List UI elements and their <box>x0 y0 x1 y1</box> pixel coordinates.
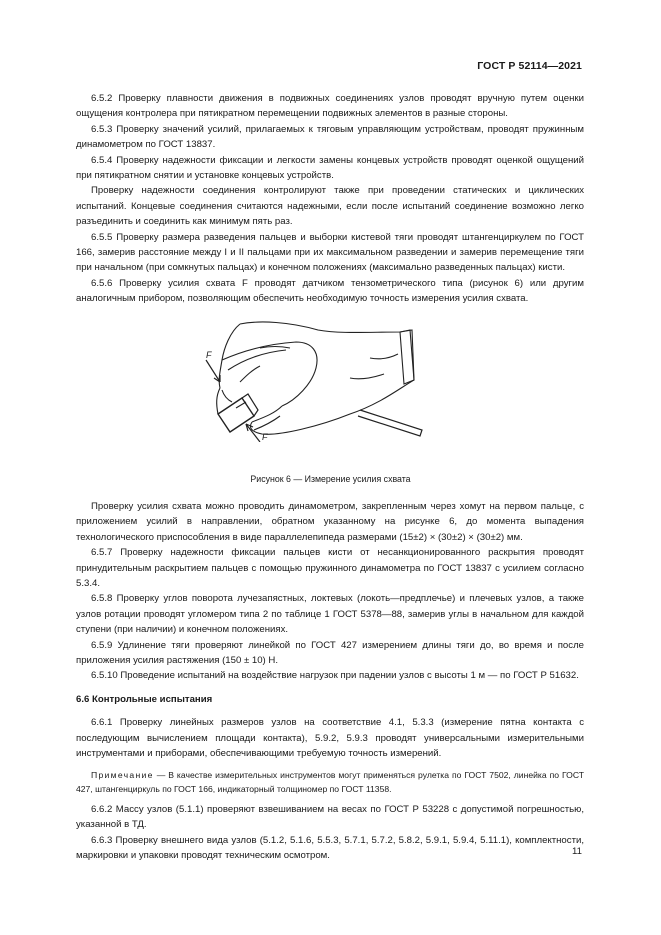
note <box>76 768 584 796</box>
paragraph-6-6-1: 6.6.1 Проверку линейных размеров узлов на соответствие 4.1, 5.3.3 (измерение пятна контакта с последующим вычислением площади контакта), 5.9.2, 5.9.3 проводят универсальными измерительными инструментами и приборами, обеспечивающими требуемую точность измерений. <box>76 717 584 760</box>
paragraph-6-5-10: 6.5.10 Проведение испытаний на воздействие нагрузок при падении узлов с высоты 1 м — по ГОСТ Р 51632. <box>91 670 579 682</box>
text-block-lower <box>76 499 584 864</box>
tendon-cable <box>358 410 422 436</box>
document-header: ГОСТ Р 52114—2021 <box>477 60 582 72</box>
paragraph-6-5-8: 6.5.8 Проверку углов поворота лучезапястных, локтевых (локоть—предплечье) и плечевых узлов, а также узлов ротации проводят угломером типа 2 по таблице 1 ГОСТ 5378—88, замерив углы в начальном для каждой ступени (при наличии) и конечном положениях. <box>76 593 584 636</box>
paragraph-6-5-6: 6.5.6 Проверку усилия схвата F проводят датчиком тензометрического типа (рисунок 6) или другим аналогичным прибором, позволяющим обеспечить необходимую точность измерения усилия схвата. <box>76 277 584 305</box>
force-label-bottom: F <box>262 432 268 442</box>
figure-caption: Рисунок 6 — Измерение усилия схвата <box>250 474 411 484</box>
paragraph-6-5-9: 6.5.9 Удлинение тяги проверяют линейкой по ГОСТ 427 измерением длины тяги до, во время и после приложения усилия растяжения (150 ± 10) Н. <box>76 639 584 667</box>
paragraph-6-5-4: 6.5.4 Проверку надежности фиксации и легкости замены концевых устройств проводят оценкой ощущений при пятикратном снятии и установке концевых устройств. <box>76 154 584 182</box>
paragraph-6-5-3: 6.5.3 Проверку значений усилий, прилагаемых к тяговым управляющим устройствам, проводят пружинным динамометром по ГОСТ 13837. <box>76 123 584 151</box>
section-heading-6-6: 6.6 Контрольные испытания <box>76 693 213 705</box>
hand-grip-figure <box>200 318 440 442</box>
finger-outline <box>222 342 317 406</box>
force-label-top: F <box>206 350 212 360</box>
paragraph-6-5-7: 6.5.7 Проверку надежности фиксации пальцев кисти от несанкционированного раскрытия проводят принудительным раскрытием пальцев с помощью пружинного динамометра по ГОСТ 13837 с усилием согласно 5.3.4. <box>76 547 584 590</box>
page-number: 11 <box>572 846 582 857</box>
text-block-upper <box>76 91 584 307</box>
paragraph-6-5-2: 6.5.2 Проверку плавности движения в подвижных соединениях узлов проводят вручную путем оценки ощущения контролера при пятикратном перемещении подвижных элементов в разные стороны. <box>76 93 584 120</box>
force-arrow-top <box>206 360 220 382</box>
note-label: Примечание <box>91 769 154 780</box>
paragraph-6-5-5: 6.5.5 Проверку размера разведения пальцев и выборки кистевой тяги проводят штангенциркулем по ГОСТ 166, замерив расстояние между I и II пальцами при их максимальном разведении и замерив перемещение тяги при начальном (при сомкнутых пальцах) и конечном положениях (максимально разведенных пальцах) кисти. <box>76 231 584 274</box>
paragraph-6-6-2: 6.6.2 Массу узлов (5.1.1) проверяют взвешиванием на весах по ГОСТ Р 53228 с допустимой погрешностью, указанной в ТД. <box>76 803 584 831</box>
paragraph-dynamometer: Проверку усилия схвата можно проводить динамометром, закрепленным через хомут на первом пальце, с приложением усилий в направлении, обратном указанному на рисунке 6, до момента выпадения технологического приспособления в виде параллелепипеда размерами (15±2) × (30±2) × (30±2) мм. <box>76 501 584 543</box>
thumb-outline <box>219 324 240 388</box>
paragraph-6-6-3: 6.6.3 Проверку внешнего вида узлов (5.1.2, 5.1.6, 5.5.3, 5.7.1, 5.7.2, 5.8.2, 5.9.1, 5.9.4, 5.11.1), комплектности, маркировки и упаковки проводят техническим осмотром. <box>76 834 584 862</box>
paragraph-connection-check: Проверку надежности соединения контролируют также при проведении статических и циклических испытаний. Концевые соединения считаются надежными, если после испытаний соединение возможно легко разъединить и соединить как минимум пять раз. <box>76 185 584 228</box>
hand-outline <box>240 322 414 434</box>
note-text: — В качестве измерительных инструментов могут применяться рулетка по ГОСТ 7502, линейка по ГОСТ 427, штангенциркуль по ГОСТ 166, индикаторный толщиномер по ГОСТ 11358. <box>76 769 584 794</box>
